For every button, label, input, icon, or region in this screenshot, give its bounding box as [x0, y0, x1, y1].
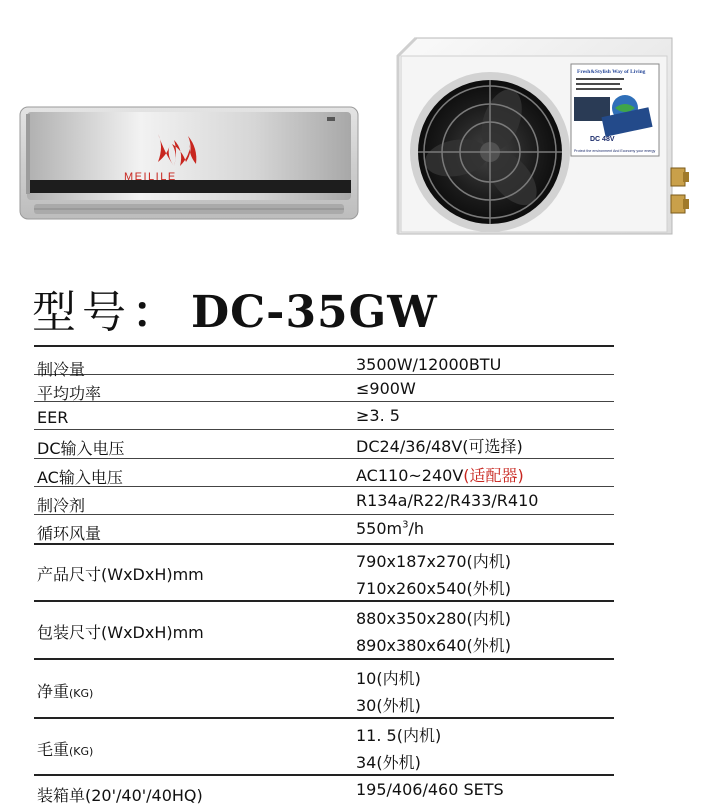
spec-label: AC输入电压 — [37, 468, 123, 487]
spec-row-package-size — [34, 602, 614, 660]
spec-value: ≤900W — [356, 379, 416, 398]
spec-value: 195/406/460 SETS — [356, 780, 504, 799]
spec-row-ac-input-voltage — [34, 459, 614, 487]
model-title — [32, 288, 438, 338]
label-tagline: Fresh&Stylish Way of Living — [577, 69, 646, 75]
spec-label: EER — [37, 408, 69, 427]
spec-label: DC输入电压 — [37, 439, 125, 458]
title-prefix: 型号 — [32, 287, 132, 338]
spec-row-net-weight — [34, 660, 614, 719]
spec-value-outdoor: 34(外机) — [356, 753, 421, 772]
spec-value: DC24/36/48V(可选择) — [356, 437, 523, 456]
spec-label — [37, 679, 93, 702]
spec-value: ≥3. 5 — [356, 406, 400, 425]
spec-label: 装箱单(20'/40'/40HQ) — [37, 786, 203, 805]
outdoor-unit — [398, 38, 689, 234]
product-photos — [0, 0, 723, 275]
spec-value-main: AC110~240V — [356, 466, 464, 485]
spec-value-indoor: 11. 5(内机) — [356, 726, 442, 745]
spec-row-dc-input-voltage — [34, 430, 614, 459]
spec-row-refrigerant — [34, 487, 614, 515]
spec-label: 平均功率 — [37, 384, 102, 403]
spec-label: 产品尺寸(WxDxH)mm — [37, 565, 204, 584]
spec-value-indoor: 10(内机) — [356, 669, 421, 688]
spec-row-product-size — [34, 545, 614, 602]
spec-row-cooling-capacity — [34, 347, 614, 379]
spec-label — [37, 737, 93, 760]
spec-label-main: 毛重 — [37, 740, 70, 759]
spec-value-outdoor: 30(外机) — [356, 696, 421, 715]
spec-value — [356, 463, 524, 486]
airflow-unit: /h — [408, 519, 425, 538]
spec-row-average-power — [34, 375, 614, 402]
spec-value-indoor: 880x350x280(内机) — [356, 609, 512, 628]
spec-table — [34, 345, 614, 803]
spec-label: 制冷剂 — [37, 496, 86, 515]
spec-value-outdoor: 710x260x540(外机) — [356, 579, 512, 598]
label-slogan: Protect the environment And Economy your energy — [574, 149, 656, 153]
spec-value: 3500W/12000BTU — [356, 355, 502, 374]
spec-label-unit: (KG) — [69, 745, 94, 758]
airflow-base: 550m — [356, 519, 403, 538]
spec-label: 包装尺寸(WxDxH)mm — [37, 623, 204, 642]
title-colon: ： — [132, 287, 177, 338]
spec-label: 循环风量 — [37, 524, 102, 543]
spec-row-gross-weight — [34, 719, 614, 776]
spec-value-outdoor: 890x380x640(外机) — [356, 636, 512, 655]
spec-row-container-load — [34, 776, 614, 803]
airflow-superscript: 3 — [402, 519, 409, 531]
label-badge: DC 48V — [590, 136, 615, 143]
spec-row-airflow — [34, 515, 614, 545]
spec-row-eer — [34, 402, 614, 430]
model-number: DC-35GW — [191, 287, 438, 338]
adapter-note: (适配器) — [463, 466, 524, 485]
spec-value: R134a/R22/R433/R410 — [356, 491, 539, 510]
brand-logo-text: MEILILE — [124, 171, 177, 183]
spec-value — [356, 519, 424, 538]
spec-label-unit: (KG) — [69, 687, 94, 700]
indoor-unit — [20, 107, 358, 219]
spec-label: 制冷量 — [37, 360, 86, 379]
spec-value-indoor: 790x187x270(内机) — [356, 552, 512, 571]
spec-label-main: 净重 — [37, 682, 70, 701]
